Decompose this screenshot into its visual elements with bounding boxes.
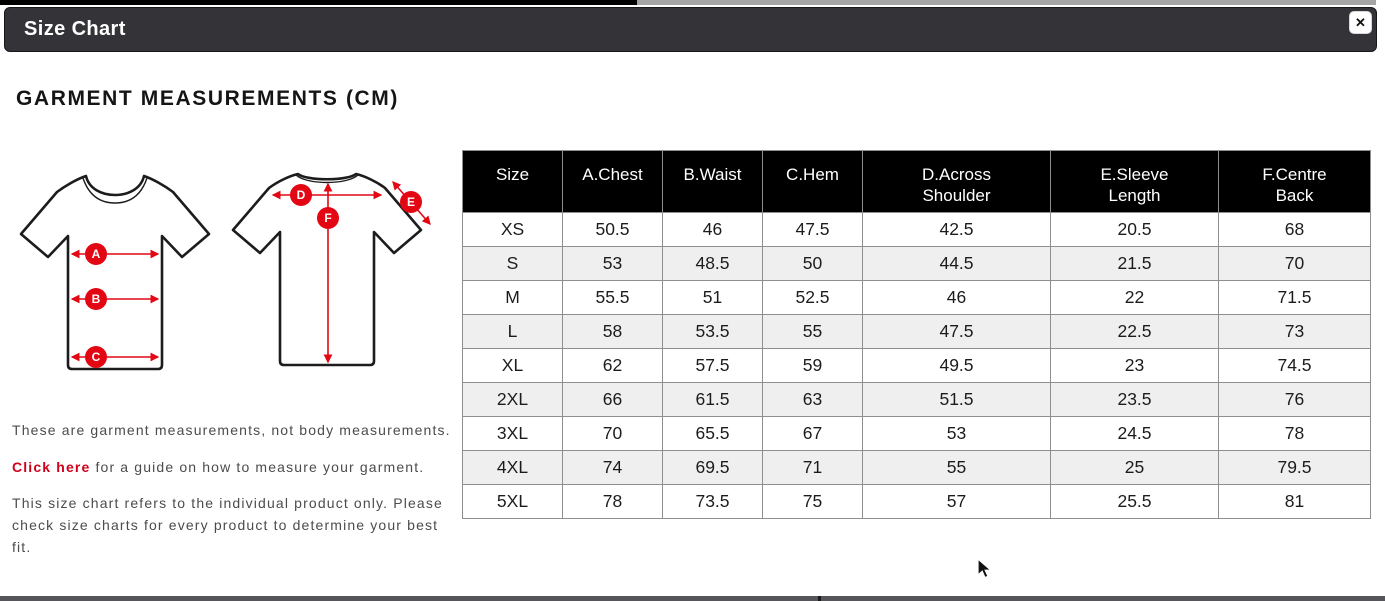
measurement-cell: 58	[563, 315, 663, 349]
click-here-link[interactable]: Click here	[12, 458, 91, 475]
measurement-cell: 67	[763, 417, 863, 451]
note-individual-product: This size chart refers to the individual product only. Please check size charts for every product to determine your best fit.	[12, 495, 443, 555]
measurement-cell: 23.5	[1051, 383, 1219, 417]
mouse-cursor	[976, 558, 996, 580]
bottom-bar-divider	[818, 596, 821, 601]
measurement-cell: 46	[663, 213, 763, 247]
size-table-head	[463, 151, 1371, 213]
measurement-cell: 25	[1051, 451, 1219, 485]
measurement-cell: 21.5	[1051, 247, 1219, 281]
tshirt-front-outline	[21, 176, 209, 369]
table-row	[463, 485, 1371, 519]
marker-F-label: F	[324, 211, 332, 226]
tshirt-back-diagram	[227, 158, 451, 376]
size-cell: 5XL	[463, 485, 563, 519]
size-cell: XL	[463, 349, 563, 383]
table-row	[463, 451, 1371, 485]
marker-C-label: C	[91, 350, 101, 365]
background-strip-left	[0, 0, 637, 5]
measurement-cell: 63	[763, 383, 863, 417]
column-header: C.Hem	[763, 151, 863, 213]
table-row	[463, 349, 1371, 383]
measurement-cell: 53.5	[663, 315, 763, 349]
measurement-cell: 68	[1219, 213, 1371, 247]
measurement-cell: 73	[1219, 315, 1371, 349]
measurement-cell: 62	[563, 349, 663, 383]
measurement-cell: 48.5	[663, 247, 763, 281]
column-header: D.Across Shoulder	[863, 151, 1051, 213]
page-title: GARMENT MEASUREMENTS (CM)	[16, 87, 399, 110]
measurement-cell: 52.5	[763, 281, 863, 315]
measurement-cell: 49.5	[863, 349, 1051, 383]
measurement-cell: 55	[863, 451, 1051, 485]
measurement-cell: 71	[763, 451, 863, 485]
note-garment-measurements: These are garment measurements, not body measurements.	[12, 422, 451, 438]
measurement-cell: 50	[763, 247, 863, 281]
measurement-cell: 55.5	[563, 281, 663, 315]
column-header: Size	[463, 151, 563, 213]
size-cell: 4XL	[463, 451, 563, 485]
size-cell: XS	[463, 213, 563, 247]
measurement-cell: 22	[1051, 281, 1219, 315]
measurement-cell: 73.5	[663, 485, 763, 519]
table-row	[463, 383, 1371, 417]
size-table	[462, 150, 1371, 519]
measurement-cell: 51.5	[863, 383, 1051, 417]
close-icon: ✕	[1355, 15, 1366, 30]
measurement-cell: 57.5	[663, 349, 763, 383]
tshirt-front-diagram	[15, 162, 215, 380]
measurement-cell: 50.5	[563, 213, 663, 247]
bottom-bar	[0, 596, 1385, 601]
measurement-cell: 22.5	[1051, 315, 1219, 349]
size-cell: 3XL	[463, 417, 563, 451]
measurement-cell: 71.5	[1219, 281, 1371, 315]
marker-E-label: E	[406, 195, 416, 210]
notes-section	[12, 420, 452, 573]
close-button[interactable]	[1349, 11, 1372, 34]
marker-B-label: B	[91, 292, 101, 307]
measurement-cell: 78	[1219, 417, 1371, 451]
measurement-cell: 78	[563, 485, 663, 519]
measurement-cell: 74.5	[1219, 349, 1371, 383]
size-cell: L	[463, 315, 563, 349]
measurement-cell: 59	[763, 349, 863, 383]
modal-title-bar	[4, 7, 1377, 52]
measurement-cell: 66	[563, 383, 663, 417]
measurement-cell: 61.5	[663, 383, 763, 417]
measurement-cell: 51	[663, 281, 763, 315]
measurement-cell: 65.5	[663, 417, 763, 451]
marker-D-label: D	[296, 188, 306, 203]
size-cell: 2XL	[463, 383, 563, 417]
measurement-cell: 79.5	[1219, 451, 1371, 485]
measurement-cell: 44.5	[863, 247, 1051, 281]
measurement-cell: 70	[1219, 247, 1371, 281]
column-header: F.Centre Back	[1219, 151, 1371, 213]
measurement-cell: 20.5	[1051, 213, 1219, 247]
table-row	[463, 315, 1371, 349]
measurement-cell: 69.5	[663, 451, 763, 485]
note-measure-guide	[12, 457, 452, 479]
measurement-cell: 75	[763, 485, 863, 519]
size-table-body	[463, 213, 1371, 519]
measurement-cell: 76	[1219, 383, 1371, 417]
measurement-cell: 46	[863, 281, 1051, 315]
marker-A-label: A	[91, 247, 101, 262]
measurement-cell: 55	[763, 315, 863, 349]
background-strip-right	[637, 0, 1376, 5]
measurement-cell: 53	[863, 417, 1051, 451]
measurement-cell: 70	[563, 417, 663, 451]
tshirt-back-outline	[233, 174, 421, 365]
column-header: A.Chest	[563, 151, 663, 213]
measurement-cell: 81	[1219, 485, 1371, 519]
measurement-cell: 23	[1051, 349, 1219, 383]
size-cell: S	[463, 247, 563, 281]
size-table-head-row	[463, 151, 1371, 213]
column-header: B.Waist	[663, 151, 763, 213]
table-row	[463, 247, 1371, 281]
table-row	[463, 281, 1371, 315]
measurement-cell: 47.5	[763, 213, 863, 247]
table-row	[463, 417, 1371, 451]
size-cell: M	[463, 281, 563, 315]
measurement-cell: 24.5	[1051, 417, 1219, 451]
measurement-cell: 57	[863, 485, 1051, 519]
note-measure-guide-rest: for a guide on how to measure your garment.	[90, 458, 425, 475]
measurement-cell: 53	[563, 247, 663, 281]
measurement-cell: 42.5	[863, 213, 1051, 247]
modal-title: Size Chart	[24, 18, 126, 40]
measurement-cell: 74	[563, 451, 663, 485]
measurement-cell: 47.5	[863, 315, 1051, 349]
measurement-cell: 25.5	[1051, 485, 1219, 519]
column-header: E.Sleeve Length	[1051, 151, 1219, 213]
table-row	[463, 213, 1371, 247]
